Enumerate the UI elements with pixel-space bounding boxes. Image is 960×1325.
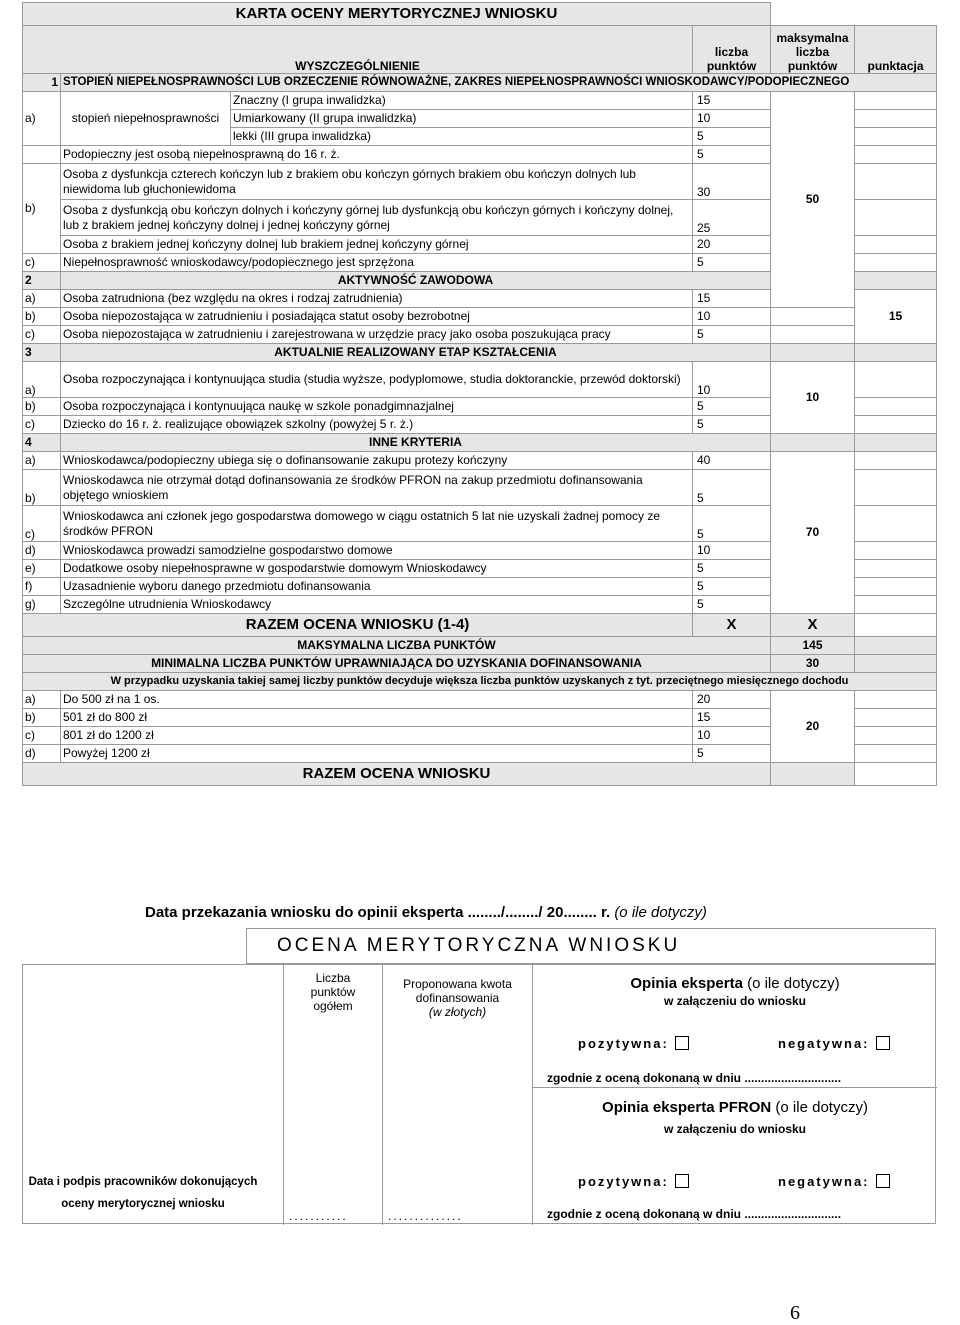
- criterion-text: Osoba rozpoczynająca i kontynuująca naukę w szkole ponadgimnazjalnej: [61, 398, 693, 416]
- points-total-column: Liczba punktów ogółem: [283, 965, 383, 1225]
- criterion-points: 15: [693, 92, 771, 110]
- header-item: WYSZCZEGÓLNIENIE: [23, 26, 693, 74]
- header-max-points: maksymalna liczba punktów: [771, 26, 855, 74]
- checkbox-icon[interactable]: [876, 1036, 890, 1050]
- row-letter: d): [23, 745, 61, 763]
- checkbox-icon[interactable]: [675, 1174, 689, 1188]
- signature-dots-1: ...........: [289, 1209, 348, 1223]
- max-total-label: MAKSYMALNA LICZBA PUNKTÓW: [23, 637, 771, 655]
- criterion-text: Osoba niepozostająca w zatrudnieniu i zarejestrowana w urzędzie pracy jako osoba poszukująca pracy: [61, 326, 693, 344]
- score-cell[interactable]: [855, 578, 937, 596]
- score-cell[interactable]: [771, 326, 855, 344]
- header-points: liczba punktów: [693, 26, 771, 74]
- score-cell[interactable]: [855, 745, 937, 763]
- row-letter: e): [23, 560, 61, 578]
- income-text: Do 500 zł na 1 os.: [61, 691, 693, 709]
- income-points: 10: [693, 727, 771, 745]
- row-letter: a): [23, 290, 61, 308]
- section-title: AKTYWNOŚĆ ZAWODOWA: [61, 272, 771, 290]
- score-cell[interactable]: [855, 709, 937, 727]
- section-max-points: 15: [855, 290, 937, 344]
- criterion-text: Uzasadnienie wyboru danego przedmiotu dofinansowania: [61, 578, 693, 596]
- max-total-value: 145: [771, 637, 855, 655]
- criterion-text: Osoba zatrudniona (bez względu na okres i rodzaj zatrudnienia): [61, 290, 693, 308]
- score-cell[interactable]: [855, 727, 937, 745]
- score-cell[interactable]: [855, 691, 937, 709]
- total-1-4-points: X: [693, 614, 771, 637]
- criterion-points: 5: [693, 254, 771, 272]
- row-letter: b): [23, 164, 61, 254]
- evaluation-card-table: [22, 2, 937, 786]
- row-letter: c): [23, 727, 61, 745]
- criterion-points: 5: [693, 326, 771, 344]
- criterion-text: Osoba niepozostająca w zatrudnieniu i posiadająca statut osoby bezrobotnej: [61, 308, 693, 326]
- criterion-text: Wnioskodawca/podopieczny ubiega się o dofinansowanie zakupu protezy kończyny: [61, 452, 693, 470]
- income-text: Powyżej 1200 zł: [61, 745, 693, 763]
- row-letter: c): [23, 506, 61, 542]
- income-points: 20: [693, 691, 771, 709]
- row-letter: b): [23, 398, 61, 416]
- row-letter: c): [23, 254, 61, 272]
- score-cell[interactable]: [855, 398, 937, 416]
- criterion-points: 5: [693, 398, 771, 416]
- row-letter: f): [23, 578, 61, 596]
- section-title: AKTUALNIE REALIZOWANY ETAP KSZTAŁCENIA: [61, 344, 771, 362]
- total-score-cell[interactable]: [855, 763, 937, 786]
- score-cell[interactable]: [855, 164, 937, 200]
- criterion-points: 5: [693, 470, 771, 506]
- pfron-positive-option[interactable]: pozytywna:: [578, 1173, 689, 1191]
- criterion-text: Podopieczny jest osobą niepełnosprawną do 16 r. ż.: [61, 146, 693, 164]
- page-number: 6: [790, 1302, 800, 1324]
- amount-column: Proponowana kwota dofinansowania (w złotych): [383, 965, 533, 1225]
- score-cell[interactable]: [855, 146, 937, 164]
- row-letter: c): [23, 326, 61, 344]
- income-text: 801 zł do 1200 zł: [61, 727, 693, 745]
- criterion-text: Osoba rozpoczynająca i kontynuująca studia (studia wyższe, podyplomowe, studia doktoranckie, przewód doktorski): [61, 362, 693, 398]
- row-letter: b): [23, 709, 61, 727]
- criterion-points: 5: [693, 416, 771, 434]
- score-cell[interactable]: [855, 254, 937, 272]
- score-cell[interactable]: [855, 614, 937, 637]
- criterion-text: Osoba z brakiem jednej kończyny dolnej lub brakiem jednej kończyny górnej: [61, 236, 693, 254]
- section-number: 1: [23, 74, 61, 92]
- total-1-4-max: X: [771, 614, 855, 637]
- score-cell[interactable]: [855, 200, 937, 236]
- score-cell[interactable]: [855, 128, 937, 146]
- row-letter: a): [23, 362, 61, 398]
- score-cell[interactable]: [771, 308, 855, 326]
- section-number: 4: [23, 434, 61, 452]
- section-title: INNE KRYTERIA: [61, 434, 771, 452]
- agree-line: zgodnie z oceną dokonaną w dniu .............................: [547, 1071, 842, 1085]
- income-points: 5: [693, 745, 771, 763]
- score-cell[interactable]: [855, 470, 937, 506]
- min-total-value: 30: [771, 655, 855, 673]
- ocena-title: OCENA MERYTORYCZNA WNIOSKU: [246, 928, 936, 964]
- signature-dots-2: ..............: [388, 1209, 463, 1223]
- criterion-text: Wnioskodawca nie otrzymał dotąd dofinansowania ze środków PFRON na zakup przedmiotu dofinansowania objętego wnioskiem: [61, 470, 693, 506]
- tiebreak-note: W przypadku uzyskania takiej samej liczby punktów decyduje większa liczba punktów uzyskanych z tyt. przeciętnego miesięcznego dochodu: [23, 673, 937, 691]
- criterion-text: Znaczny (I grupa inwalidzka): [231, 92, 693, 110]
- criterion-points: 5: [693, 578, 771, 596]
- criterion-points: 10: [693, 542, 771, 560]
- criterion-text: lekki (III grupa inwalidzka): [231, 128, 693, 146]
- criterion-points: 40: [693, 452, 771, 470]
- row-letter: a): [23, 691, 61, 709]
- negative-option[interactable]: negatywna:: [778, 1035, 890, 1053]
- pfron-negative-option[interactable]: negatywna:: [778, 1173, 890, 1191]
- pfron-opinion: Opinia eksperta PFRON (o ile dotyczy) w załączeniu do wniosku: [602, 1099, 868, 1136]
- ocena-box: [22, 964, 936, 1224]
- row-letter: c): [23, 416, 61, 434]
- criterion-points: 10: [693, 308, 771, 326]
- criterion-text: Niepełnosprawność wnioskodawcy/podopiecznego jest sprzężona: [61, 254, 693, 272]
- row-letter: g): [23, 596, 61, 614]
- criterion-text: Wnioskodawca prowadzi samodzielne gospodarstwo domowe: [61, 542, 693, 560]
- row-letter: a): [23, 92, 61, 146]
- score-cell[interactable]: [855, 542, 937, 560]
- expert-opinion: Opinia eksperta (o ile dotyczy) w załączeniu do wniosku: [630, 975, 840, 1008]
- card-title: KARTA OCENY MERYTORYCZNEJ WNIOSKU: [23, 3, 771, 26]
- criterion-points: 5: [693, 128, 771, 146]
- score-cell[interactable]: [855, 92, 937, 110]
- criterion-text: Wnioskodawca ani członek jego gospodarstwa domowego w ciągu ostatnich 5 lat nie uzyskali żadnej pomocy ze środków PFRON: [61, 506, 693, 542]
- criterion-points: 5: [693, 146, 771, 164]
- score-cell[interactable]: [855, 362, 937, 398]
- disability-degree-label: stopień niepełnosprawności: [61, 92, 231, 146]
- row-letter: b): [23, 308, 61, 326]
- section-max-points: 70: [771, 452, 855, 614]
- total-1-4-label: RAZEM OCENA WNIOSKU (1-4): [23, 614, 693, 637]
- pfron-agree-line: zgodnie z oceną dokonaną w dniu .............................: [547, 1207, 842, 1221]
- criterion-text: Umiarkowany (II grupa inwalidzka): [231, 110, 693, 128]
- criterion-text: Osoba z dysfunkcja czterech kończyn lub z brakiem obu kończyn górnych brakiem obu kończyn dolnych lub niewidoma lub głuchoniewidoma: [61, 164, 693, 200]
- min-total-label: MINIMALNA LICZBA PUNKTÓW UPRAWNIAJĄCA DO UZYSKANIA DOFINANSOWANIA: [23, 655, 771, 673]
- section-number: 3: [23, 344, 61, 362]
- criterion-points: 20: [693, 236, 771, 254]
- criterion-text: Osoba z dysfunkcją obu kończyn dolnych i kończyny górnej lub dysfunkcją obu kończyn górnych i kończyny dolnej, lub z brakiem jednej kończyny dolnej i jednej kończyny górnej: [61, 200, 693, 236]
- section-max-points: 50: [771, 92, 855, 308]
- income-points: 15: [693, 709, 771, 727]
- row-letter: b): [23, 470, 61, 506]
- criterion-points: 5: [693, 596, 771, 614]
- criterion-points: 10: [693, 110, 771, 128]
- row-letter: d): [23, 542, 61, 560]
- score-cell[interactable]: [855, 110, 937, 128]
- income-max-points: 20: [771, 691, 855, 763]
- criterion-points: 10: [693, 362, 771, 398]
- checkbox-icon[interactable]: [876, 1174, 890, 1188]
- criterion-points: 15: [693, 290, 771, 308]
- criterion-text: Szczególne utrudnienia Wnioskodawcy: [61, 596, 693, 614]
- total-label: RAZEM OCENA WNIOSKU: [23, 763, 771, 786]
- expert-date-line: Data przekazania wniosku do opinii eksperta ......../......../ 20........ r. (o ile dotyczy): [145, 904, 707, 921]
- score-cell[interactable]: [855, 506, 937, 542]
- score-cell[interactable]: [855, 560, 937, 578]
- section-number: 2: [23, 272, 61, 290]
- score-cell[interactable]: [855, 236, 937, 254]
- criterion-points: 30: [693, 164, 771, 200]
- income-text: 501 zł do 800 zł: [61, 709, 693, 727]
- section-max-points: 10: [771, 362, 855, 434]
- criterion-points: 5: [693, 560, 771, 578]
- row-letter: a): [23, 452, 61, 470]
- criterion-text: Dodatkowe osoby niepełnosprawne w gospodarstwie domowym Wnioskodawcy: [61, 560, 693, 578]
- criterion-points: 25: [693, 200, 771, 236]
- criterion-points: 5: [693, 506, 771, 542]
- signature-label: Data i podpis pracowników dokonujących oceny merytorycznej wniosku: [28, 1176, 258, 1210]
- score-cell[interactable]: [855, 416, 937, 434]
- section-title: STOPIEŃ NIEPEŁNOSPRAWNOŚCI LUB ORZECZENIE RÓWNOWAŻNE, ZAKRES NIEPEŁNOSPRAWNOŚCI WNIOSKODAWCY/PODOPIECZNEGO: [61, 74, 937, 92]
- checkbox-icon[interactable]: [675, 1036, 689, 1050]
- score-cell[interactable]: [855, 452, 937, 470]
- positive-option[interactable]: pozytywna:: [578, 1035, 689, 1053]
- criterion-text: Dziecko do 16 r. ż. realizujące obowiązek szkolny (powyżej 5 r. ż.): [61, 416, 693, 434]
- score-cell[interactable]: [855, 596, 937, 614]
- header-score: punktacja: [855, 26, 937, 74]
